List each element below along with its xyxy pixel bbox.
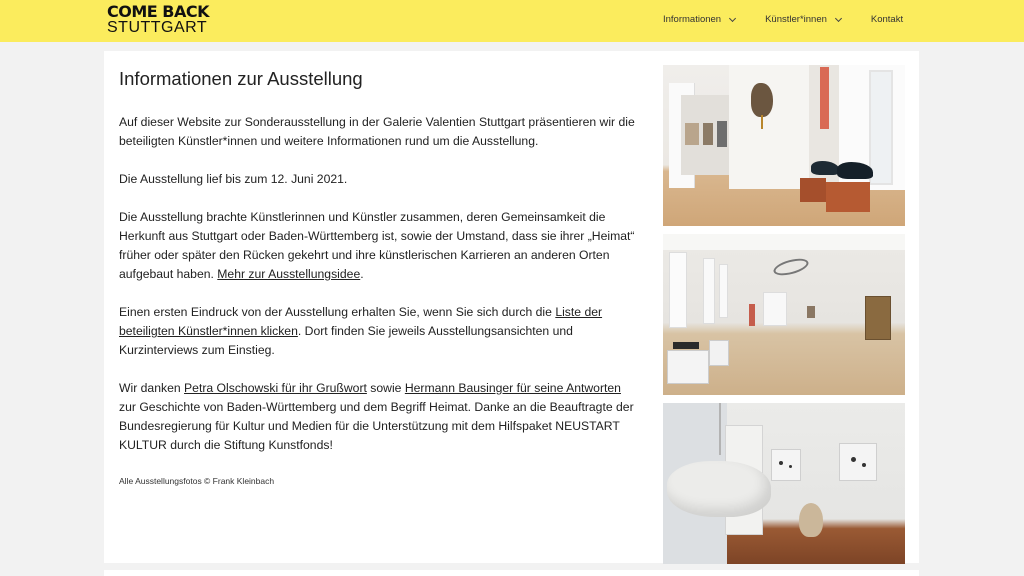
main-navigation: [663, 14, 903, 25]
thanks-text-3: zur Geschichte von Baden-Württemberg und dem Begriff Heimat. Danke an die Beauftragte der Bundesregierung für Kultur und Medien für die Unterstützung mit dem Hilfspaket NEUSTART KULTUR durch die Stiftung Kunstfonds!: [119, 400, 634, 452]
site-header: [0, 0, 1024, 42]
chevron-down-icon: [729, 14, 736, 21]
artists-list-paragraph: [119, 303, 639, 360]
site-logo[interactable]: [107, 4, 209, 36]
thanks-text-2: sowie: [370, 381, 402, 395]
chevron-down-icon: [835, 14, 842, 21]
main-content: [119, 67, 639, 486]
artists-list-text-after: . Dort finden Sie jeweils Ausstellungsansichten und Kurzinterviews zum Einstieg.: [119, 324, 573, 357]
logo-line-1: COME BACK: [107, 2, 209, 21]
page-title: Informationen zur Ausstellung: [119, 68, 363, 89]
thanks-paragraph: [119, 379, 639, 455]
exhibition-photo-1[interactable]: [663, 65, 905, 226]
nav-informationen-label: Informationen: [663, 14, 722, 25]
exhibition-photo-3[interactable]: [663, 403, 905, 564]
concept-text: Die Ausstellung brachte Künstlerinnen und Künstler zusammen, deren Gemeinsamkeit die Herkunft aus Stuttgart oder Baden-Württemberg ist, sowie der Umstand, dass sie ihrer „Heimat“ früher oder später den Rücken gekehrt und ihre künstlerischen Karrieren an anderen Orten aufgebaut haben.: [119, 210, 635, 281]
exhibition-idea-link[interactable]: Mehr zur Ausstellungsidee: [217, 267, 361, 281]
concept-paragraph: Die Ausstellung brachte Künstlerinnen und Künstler zusammen, deren Gemeinsamkeit die Herkunft aus Stuttgart oder Baden-Württemberg ist, sowie der Umstand, dass sie ihrer „Heimat“ früher oder später den Rücken gekehrt und ihre künstlerischen Karrieren an anderen Orten aufgebaut haben. Mehr zur Ausstellungsidee.: [119, 210, 635, 281]
next-section-card: [104, 570, 919, 576]
nav-kontakt[interactable]: [871, 14, 903, 25]
interview-link[interactable]: Hermann Bausinger für seine Antworten: [404, 381, 621, 395]
thanks-text-1: Wir danken: [119, 381, 181, 395]
photo-credit: Alle Ausstellungsfotos © Frank Kleinbach: [119, 476, 275, 486]
artists-list-link[interactable]: Liste der beteiligten Künstler*innen klicken: [119, 305, 603, 338]
nav-kuenstlerinnen[interactable]: [765, 14, 841, 25]
nav-kuenstlerinnen-label: Künstler*innen: [765, 14, 827, 25]
artists-list-text-before: Einen ersten Eindruck von der Ausstellung erhalten Sie, wenn Sie sich durch die: [119, 305, 552, 319]
nav-kontakt-label: Kontakt: [870, 14, 904, 25]
exhibition-dates-paragraph: Die Ausstellung lief bis zum 12. Juni 2021.: [119, 172, 348, 186]
nav-informationen[interactable]: [663, 14, 735, 25]
intro-paragraph: Auf dieser Website zur Sonderausstellung in der Galerie Valentien Stuttgart präsentieren wir die beteiligten Künstler*innen und weitere Informationen rund um die Ausstellung.: [119, 115, 635, 148]
greeting-link[interactable]: Petra Olschowski für ihr Grußwort: [184, 381, 367, 395]
logo-line-2: STUTTGART: [107, 19, 208, 36]
exhibition-photo-2[interactable]: [663, 234, 905, 395]
